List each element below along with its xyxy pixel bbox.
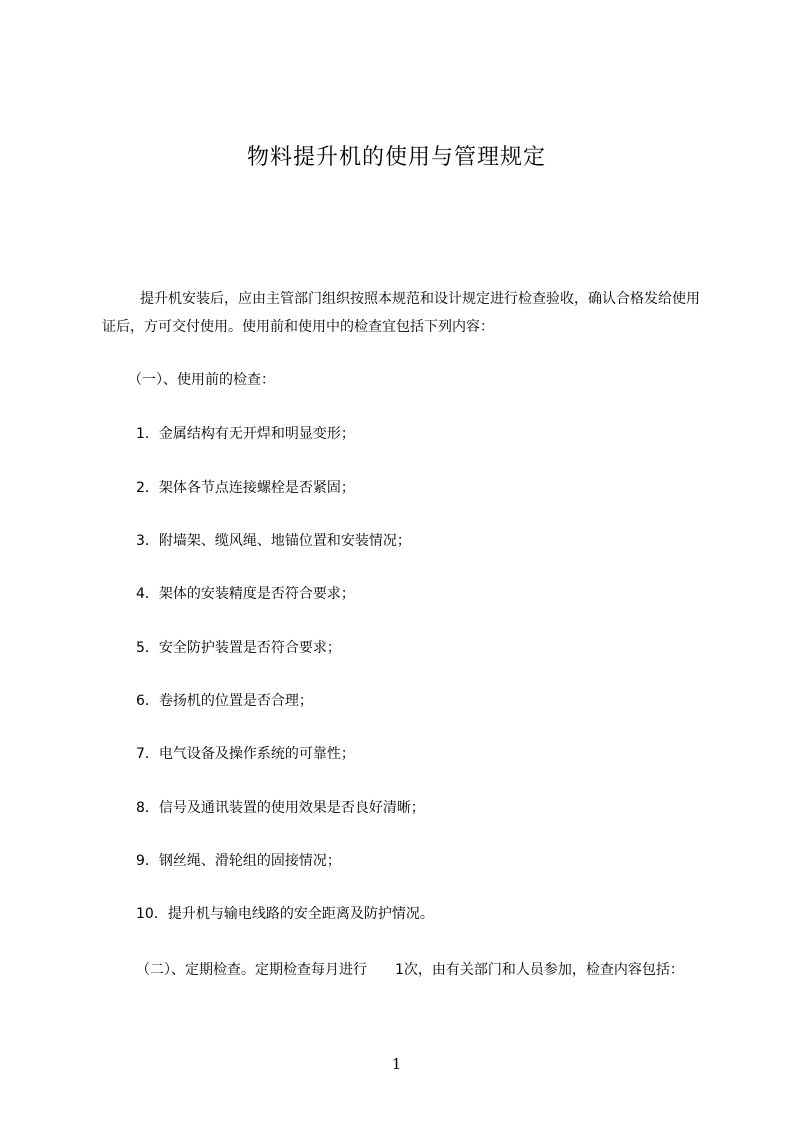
section-heading-pre-use-inspection: （一）、使用前的检查：: [128, 372, 275, 388]
list-item: 9．钢丝绳、滑轮组的固接情况；: [136, 853, 341, 869]
list-item: 3．附墙架、缆风绳、地锚位置和安装情况；: [136, 533, 411, 549]
list-item: 1．金属结构有无开焊和明显变形；: [136, 426, 355, 442]
section-periodic-inspection: （二）、定期检查。定期检查每月进行 1次，由有关部门和人员参加，检查内容包括：: [136, 962, 684, 978]
list-item: 5．安全防护装置是否符合要求；: [136, 640, 341, 656]
list-item: 4．架体的安装精度是否符合要求；: [136, 586, 355, 602]
list-item: 8．信号及通讯装置的使用效果是否良好清晰；: [136, 800, 425, 816]
document-title: 物料提升机的使用与管理规定: [246, 145, 546, 170]
list-item: 2．架体各节点连接螺栓是否紧固；: [136, 480, 355, 496]
list-item: 6．卷扬机的位置是否合理；: [136, 693, 313, 709]
page-number: 1: [391, 1055, 402, 1073]
list-item: 7．电气设备及操作系统的可靠性；: [136, 746, 355, 762]
list-item: 10．提升机与输电线路的安全距离及防护情况。: [136, 906, 434, 922]
intro-paragraph: 提升机安装后，应由主管部门组织按照本规范和设计规定进行检查验收，确认合格发给使用证后，方可交付使用。使用前和使用中的检查宜包括下列内容：: [102, 291, 700, 335]
